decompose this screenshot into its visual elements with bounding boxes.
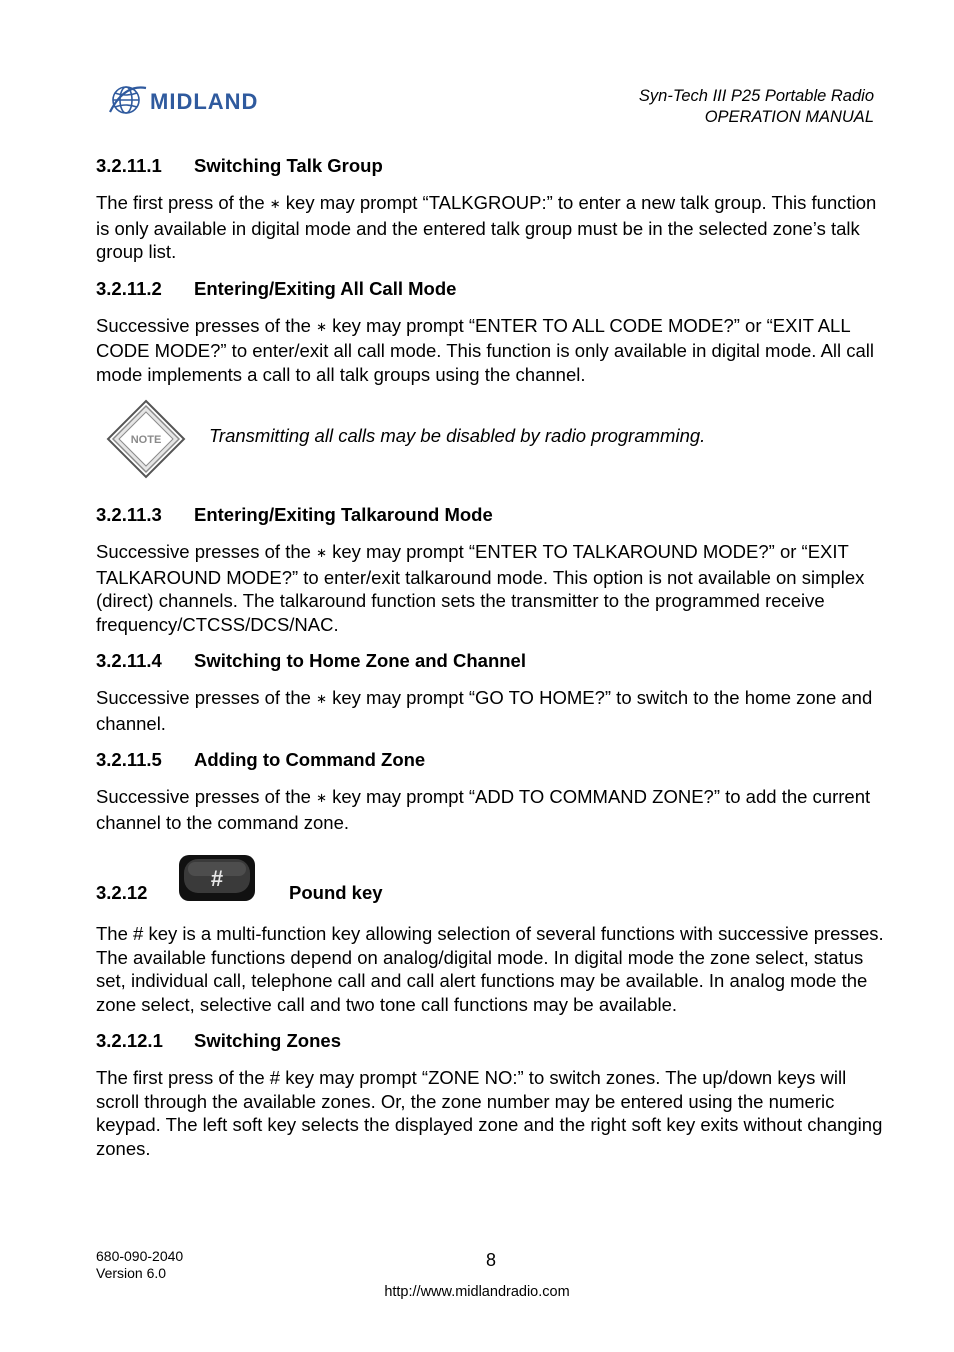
text-run: The first press of the <box>96 192 270 213</box>
section-paragraph <box>96 540 888 636</box>
section-heading <box>96 649 888 673</box>
section-number: 3.2.11.4 <box>96 650 162 671</box>
section-heading-pound <box>96 854 888 910</box>
midland-logo <box>106 78 306 122</box>
doc-number: 680-090-2040 <box>96 1248 184 1264</box>
text-run: key may prompt “ENTER TO TALKAROUND MODE?” or “EXIT TALKAROUND MODE?” to enter/exit talkaround mode. This option is not available on simplex (direct) channels. The talkaround function sets the transmitter to the programmed receive frequency/CTCSS/DCS/NAC. <box>96 541 865 635</box>
section-heading <box>96 154 888 178</box>
doc-version: Version 6.0 <box>96 1265 167 1281</box>
section-heading <box>96 277 888 301</box>
section-title: Entering/Exiting Talkaround Mode <box>194 504 493 525</box>
note-callout <box>96 399 888 479</box>
star-key-symbol: ∗ <box>269 196 281 211</box>
section-paragraph <box>96 785 888 834</box>
text-run: key may prompt “TALKGROUP:” to enter a new talk group. This function is only available in digital mode and the entered talk group must be in the selected zone’s talk group list. <box>96 192 877 262</box>
text-run: Successive presses of the <box>96 541 317 562</box>
text-run: Successive presses of the <box>96 786 317 807</box>
header-subtitle: OPERATION MANUAL <box>704 108 874 126</box>
section-title: Pound key <box>289 882 383 903</box>
footer-url: http://www.midlandradio.com <box>384 1284 570 1300</box>
section-number: 3.2.12 <box>96 882 148 903</box>
note-icon <box>106 399 186 479</box>
text-run: key may prompt “ENTER TO ALL CODE MODE?” or “EXIT ALL CODE MODE?” to enter/exit all call mode. This function is only available in digital mode. All call mode implements a call to all talk groups using the channel. <box>96 314 875 385</box>
section-number: 3.2.11.2 <box>96 277 162 299</box>
section-title: Adding to Command Zone <box>194 749 426 770</box>
text-run: Successive presses of the <box>96 314 317 336</box>
section-title: Switching to Home Zone and Channel <box>194 650 526 671</box>
note-text: Transmitting all calls may be disabled by radio programming. <box>209 425 706 446</box>
section-paragraph <box>96 191 888 264</box>
footer-doc-info <box>96 1248 183 1282</box>
section-number: 3.2.11.5 <box>96 749 162 770</box>
section-paragraph <box>96 314 888 387</box>
section-heading <box>96 503 888 527</box>
star-key-symbol: ∗ <box>316 318 327 334</box>
svg-text:NOTE: NOTE <box>130 434 162 446</box>
section-paragraph <box>96 686 888 735</box>
section-paragraph: The first press of the # key may prompt “ZONE NO:” to switch zones. The up/down keys will scroll through the available zones. Or, the zone number may be entered using the numeric keypad. The left soft key selects the displayed zone and the right soft key exits without changing zones. <box>96 1067 883 1159</box>
star-key-symbol: ∗ <box>316 790 327 805</box>
star-key-symbol: ∗ <box>316 691 327 706</box>
page-number: 8 <box>486 1250 497 1270</box>
section-heading <box>96 748 888 772</box>
section-heading <box>96 1029 888 1053</box>
section-title: Switching Zones <box>194 1030 341 1051</box>
section-number: 3.2.11.1 <box>96 155 162 176</box>
text-run: key may prompt “ADD TO COMMAND ZONE?” to add the current channel to the command zone. <box>96 786 871 833</box>
section-number: 3.2.12.1 <box>96 1030 163 1051</box>
star-key-symbol: ∗ <box>316 545 327 560</box>
svg-text:#: # <box>210 866 224 891</box>
section-title: Switching Talk Group <box>194 155 383 176</box>
text-run: Successive presses of the <box>96 687 317 708</box>
text-run: key may prompt “GO TO HOME?” to switch to the home zone and channel. <box>96 687 873 734</box>
svg-text:MIDLAND: MIDLAND <box>150 89 259 114</box>
pound-key-icon <box>178 854 256 902</box>
section-paragraph: The # key is a multi-function key allowing selection of several functions with successive presses. The available functions depend on analog/digital mode. In digital mode the zone select, status set, individual call, telephone call and call alert functions may be available. In analog mode the zone select, selective call and two tone call functions may be available. <box>96 923 884 1015</box>
section-title: Entering/Exiting All Call Mode <box>194 277 457 299</box>
page-content <box>96 154 888 1173</box>
section-number: 3.2.11.3 <box>96 504 162 525</box>
header-title: Syn-Tech III P25 Portable Radio <box>638 87 874 105</box>
document-header <box>639 86 874 128</box>
